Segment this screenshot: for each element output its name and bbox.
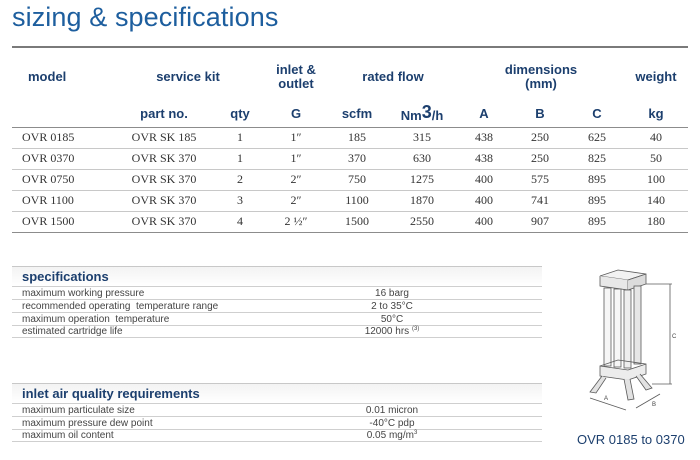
column-3 — [624, 290, 631, 368]
spec-value-text: 16 barg — [375, 287, 409, 299]
column-1 — [604, 288, 611, 366]
cell-model: OVR 1100 — [12, 190, 112, 211]
subheader-nm3h-prefix: Nm — [400, 107, 422, 123]
cell-qty: 1 — [216, 148, 264, 169]
cell-c: 895 — [570, 211, 624, 232]
sizing-table — [12, 46, 688, 233]
spec-row — [12, 299, 542, 312]
cell-nm3h: 315 — [386, 127, 458, 148]
air-quality-heading: inlet air quality requirements — [12, 383, 542, 403]
cell-c: 625 — [570, 127, 624, 148]
cell-c: 895 — [570, 190, 624, 211]
spec-label: maximum particulate size — [22, 404, 135, 416]
cell-g: 2″ — [264, 190, 328, 211]
cell-model: OVR 1500 — [12, 211, 112, 232]
subheader-nm3h — [386, 101, 458, 127]
cell-kg: 40 — [624, 127, 688, 148]
cell-model: OVR 0750 — [12, 169, 112, 190]
cell-scfm: 1100 — [328, 190, 386, 211]
page-title: sizing & specifications — [12, 2, 279, 32]
cell-part-no: OVR SK 185 — [112, 127, 216, 148]
spec-value — [322, 326, 462, 337]
dim-b-line — [636, 394, 660, 408]
cell-g: 2″ — [264, 169, 328, 190]
table-row — [12, 169, 688, 190]
cell-qty: 4 — [216, 211, 264, 232]
header-dimensions — [458, 47, 624, 101]
column-4 — [634, 286, 641, 364]
cell-kg: 180 — [624, 211, 688, 232]
cell-a: 438 — [458, 127, 510, 148]
spec-row — [12, 286, 542, 299]
spec-label: recommended operating temperature range — [22, 300, 219, 312]
cell-qty: 3 — [216, 190, 264, 211]
header-model: model — [12, 47, 112, 101]
cell-a: 438 — [458, 148, 510, 169]
cell-nm3h: 2550 — [386, 211, 458, 232]
cell-a: 400 — [458, 169, 510, 190]
dim-b-label: B — [652, 402, 657, 408]
cell-scfm: 185 — [328, 127, 386, 148]
cell-qty: 2 — [216, 169, 264, 190]
dryer-drawing — [560, 266, 694, 416]
spec-value-text: -40°C pdp — [369, 417, 415, 429]
cell-b: 741 — [510, 190, 570, 211]
spec-row — [12, 312, 542, 325]
header-inlet-outlet — [264, 47, 328, 101]
spec-value — [322, 314, 462, 325]
header-rated-flow: rated flow — [328, 47, 458, 101]
spec-label: estimated cartridge life — [22, 326, 123, 337]
cell-b: 907 — [510, 211, 570, 232]
cell-scfm: 370 — [328, 148, 386, 169]
cell-kg: 100 — [624, 169, 688, 190]
spec-label: maximum working pressure — [22, 287, 145, 299]
spec-value — [322, 405, 462, 416]
spec-value-text: 12000 hrs — [364, 326, 410, 337]
cell-part-no: OVR SK 370 — [112, 211, 216, 232]
leg-right — [636, 374, 652, 390]
subheader-blank — [12, 101, 112, 127]
cell-part-no: OVR SK 370 — [112, 169, 216, 190]
dim-c-label: C — [672, 334, 677, 340]
cell-a: 400 — [458, 190, 510, 211]
cell-nm3h: 1870 — [386, 190, 458, 211]
subheader-c: C — [570, 101, 624, 127]
spec-row — [12, 325, 542, 338]
dim-a-label: A — [604, 396, 609, 402]
header-service-kit: service kit — [112, 47, 264, 101]
specifications-heading: specifications — [12, 266, 542, 286]
header-dimensions-label: dimensions — [504, 61, 578, 77]
drawing-caption: OVR 0185 to 0370 — [577, 432, 685, 447]
table-row — [12, 211, 688, 232]
spec-row — [12, 403, 542, 416]
cell-qty: 1 — [216, 127, 264, 148]
header-inlet-outlet-text: inlet & outlet — [276, 61, 316, 91]
cell-nm3h: 1275 — [386, 169, 458, 190]
subheader-scfm: scfm — [328, 101, 386, 127]
column-2 — [614, 289, 621, 367]
air-quality-section — [12, 383, 542, 442]
cell-g: 1″ — [264, 148, 328, 169]
spec-unit-exponent: 3 — [413, 430, 418, 436]
table-row — [12, 148, 688, 169]
specifications-section — [12, 266, 542, 338]
subheader-g: G — [264, 101, 328, 127]
spec-value — [322, 288, 462, 299]
cell-b: 575 — [510, 169, 570, 190]
cell-nm3h: 630 — [386, 148, 458, 169]
spec-value-text: 0.01 micron — [365, 404, 419, 416]
spec-value — [322, 301, 462, 312]
spec-value — [322, 430, 462, 441]
cell-kg: 50 — [624, 148, 688, 169]
cell-b: 250 — [510, 127, 570, 148]
cell-c: 895 — [570, 169, 624, 190]
cell-g: 2 ½″ — [264, 211, 328, 232]
subheader-part-no: part no. — [112, 101, 216, 127]
cell-scfm: 1500 — [328, 211, 386, 232]
subheader-kg: kg — [624, 101, 688, 127]
table-row — [12, 190, 688, 211]
cell-b: 250 — [510, 148, 570, 169]
cell-scfm: 750 — [328, 169, 386, 190]
leg-front — [624, 379, 634, 400]
header-dimensions-unit: (mm) — [525, 75, 557, 91]
spec-label: maximum pressure dew point — [22, 417, 153, 429]
spec-row — [12, 416, 542, 429]
subheader-qty: qty — [216, 101, 264, 127]
subheader-a: A — [458, 101, 510, 127]
leg-left — [590, 376, 606, 393]
spec-footnote-ref: (3) — [411, 326, 420, 332]
spec-row — [12, 429, 542, 442]
cell-part-no: OVR SK 370 — [112, 190, 216, 211]
cell-g: 1″ — [264, 127, 328, 148]
cell-c: 825 — [570, 148, 624, 169]
subheader-nm3h-suffix: /h — [431, 107, 444, 123]
spec-value-text: 50°C — [380, 313, 404, 325]
table-row — [12, 127, 688, 148]
header-weight: weight — [624, 47, 688, 101]
cell-kg: 140 — [624, 190, 688, 211]
spec-value-text: 2 to 35°C — [371, 300, 413, 312]
spec-value-text: 0.05 mg/m — [366, 430, 414, 441]
spec-label: maximum oil content — [22, 430, 114, 441]
spec-label: maximum operation temperature — [22, 313, 170, 325]
subheader-nm3h-exp: 3 — [421, 101, 432, 122]
cell-model: OVR 0370 — [12, 148, 112, 169]
cell-model: OVR 0185 — [12, 127, 112, 148]
spec-value — [322, 418, 462, 429]
cell-a: 400 — [458, 211, 510, 232]
subheader-b: B — [510, 101, 570, 127]
cell-part-no: OVR SK 370 — [112, 148, 216, 169]
